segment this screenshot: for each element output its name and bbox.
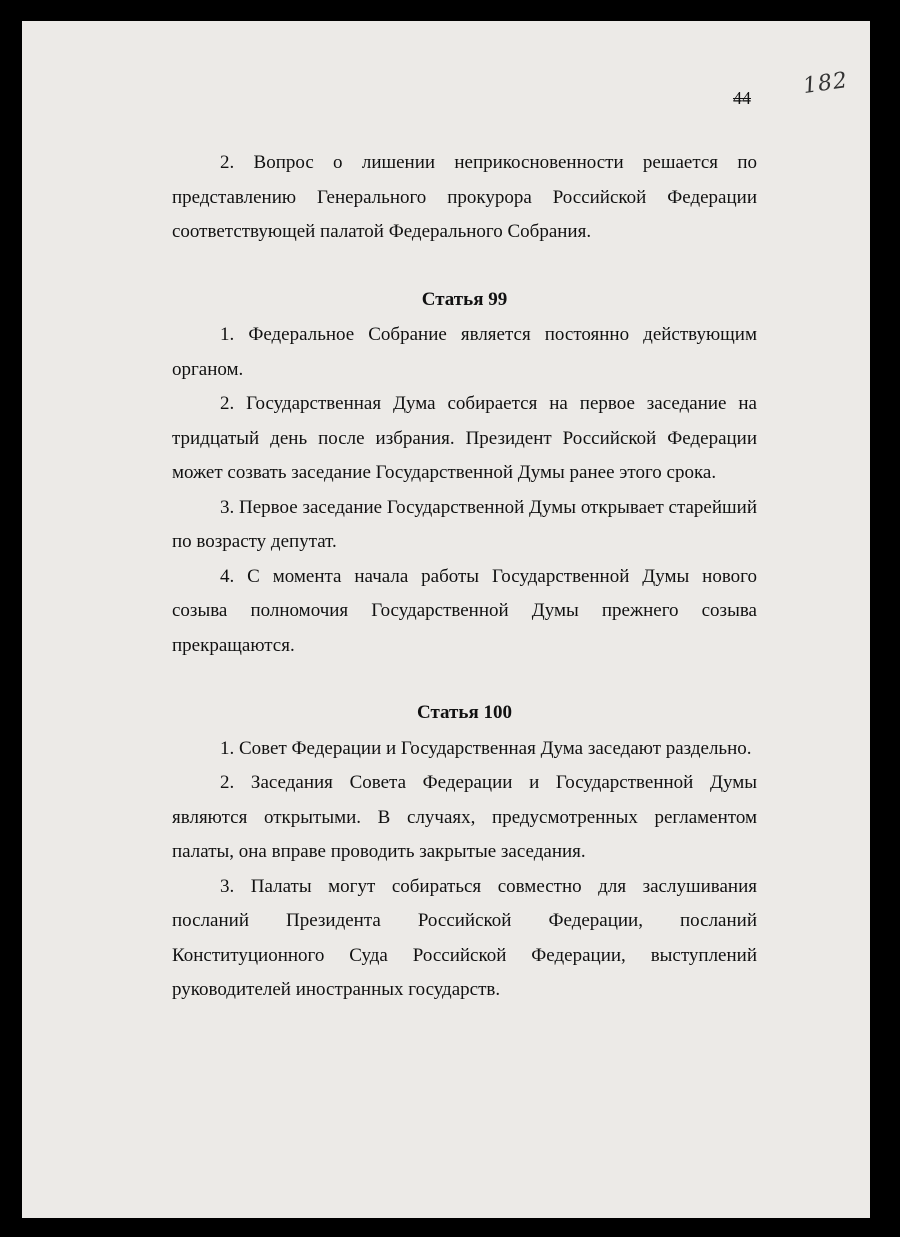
page-number: 44 [733, 88, 751, 108]
paragraph-99-2: 2. Государственная Дума собирается на первое заседание на тридцатый день после избрания. Президент Российской Федерации может созвать заседание Государственной Думы ранее этого срока. [172, 393, 757, 483]
paragraph-100-2: 2. Заседания Совета Федерации и Государственной Думы являются открытыми. В случаях, предусмотренных регламентом палаты, она вправе проводить закрытые заседания. [172, 772, 757, 862]
article-99-heading: Статья 99 [421, 288, 508, 310]
paragraph-99-3: 3. Первое заседание Государственной Думы открывает старейший по возрасту депутат. [172, 496, 757, 552]
handwritten-archive-number: 182 [801, 67, 850, 100]
paragraph-99-4: 4. С момента начала работы Государственной Думы нового созыва полномочия Государственной Думы прежнего созыва прекращаются. [172, 565, 757, 656]
document-body [172, 146, 757, 1008]
paragraph-99-1: 1. Федеральное Собрание является постоянно действующим органом. [172, 324, 757, 380]
document-page [22, 21, 870, 1218]
paragraph-100-1: 1. Совет Федерации и Государственная Дума заседают раздельно. [220, 737, 752, 759]
article-100-heading: Статья 100 [417, 702, 512, 723]
paragraph-100-3: 3. Палаты могут собираться совместно для заслушивания посланий Президента Российской Федерации, посланий Конституционного Суда Российской Федерации, выступлений руководителей иностранных государств. [172, 875, 757, 1000]
paragraph-98-2: 2. Вопрос о лишении неприкосновенности решается по представлению Генерального прокурора Российской Федерации соответствующей палатой Федерального Собрания. [172, 152, 757, 242]
